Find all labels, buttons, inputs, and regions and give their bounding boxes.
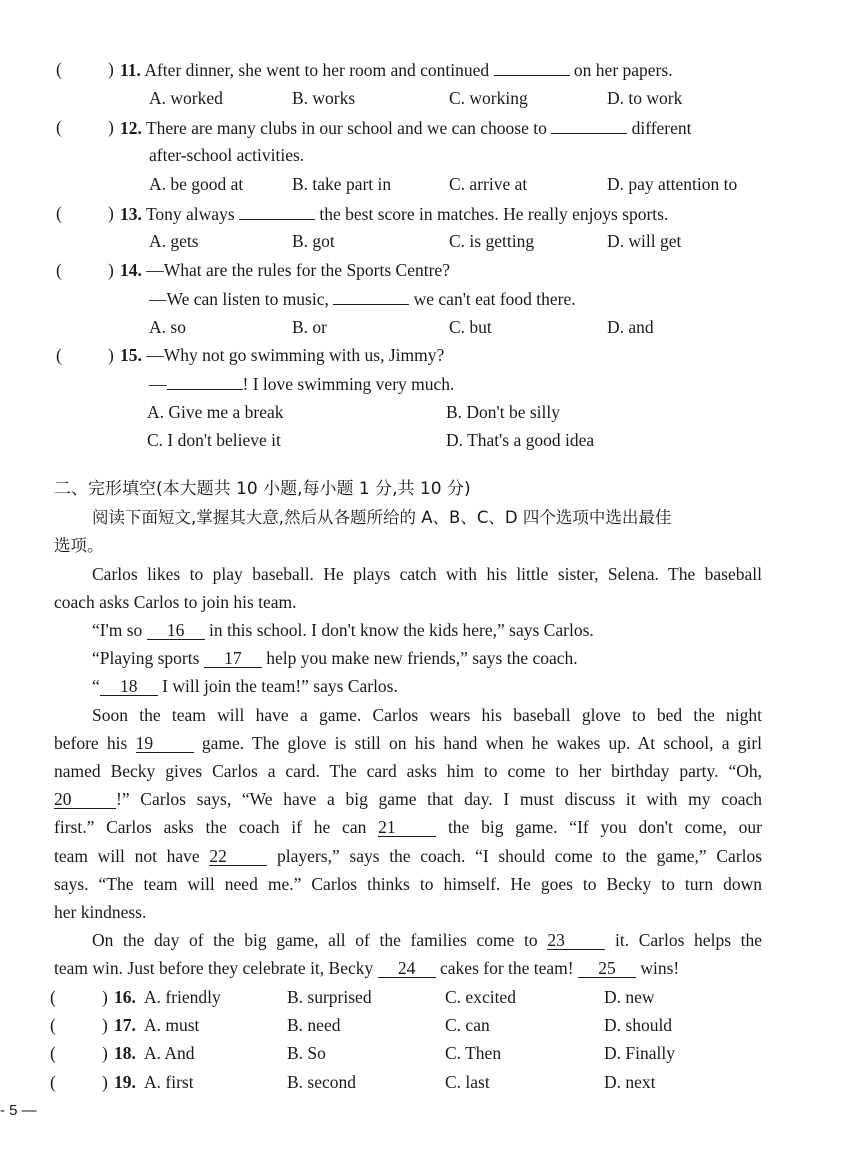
blank-22[interactable]: 22 [209,847,267,866]
q12-blank[interactable] [551,116,627,134]
blank-25[interactable]: 25 [578,959,636,978]
q17-number: 17. [114,1015,136,1035]
passage-p6-line1-b: it. Carlos helps the [614,930,763,950]
q17-answer-paren-close: ) [102,1015,108,1035]
blank-19[interactable]: 19 [136,734,194,753]
q12-option-d[interactable]: D. pay attention to [607,174,738,194]
q11-stem-a: After dinner, she went to her room and continued [144,60,490,80]
q14-option-a[interactable]: A. so [149,317,186,337]
passage-p5-line7: says. “The team will need me.” Carlos thinks to himself. He goes to Becky to turn down [54,874,762,894]
passage-p6-line2-c: wins! [640,958,680,978]
q16-answer-paren-close: ) [102,987,108,1007]
passage-p5-line2-a: before his [54,733,128,753]
passage-p2-a: “I'm so [92,620,143,640]
passage-p5-line6-b: players,” says the coach. “I should come to the game,” Carlos [277,846,763,866]
q12-answer-paren-open: ( [56,117,62,137]
q11-stem-b: on her papers. [573,60,673,80]
q18-option-a[interactable]: A. And [144,1043,195,1063]
passage-p6-line2-a: team win. Just before they celebrate it, Becky [54,958,374,978]
q16-answer-paren-open: ( [50,987,56,1007]
q15-answer-paren-open: ( [56,345,62,365]
q19-option-a[interactable]: A. first [144,1072,194,1092]
blank-21[interactable]: 21 [378,818,436,837]
q12-answer-paren-close: ) [108,117,114,137]
q13-answer-paren-close: ) [108,203,114,223]
q14-number: 14. [120,260,142,280]
q16-number: 16. [114,987,136,1007]
q12-stem-b: different [631,118,692,138]
q16-option-c[interactable]: C. excited [445,987,516,1007]
passage-p5-line4 [54,788,762,810]
blank-24[interactable]: 24 [378,959,436,978]
q12-option-b[interactable]: B. take part in [292,174,392,194]
passage-p5-line6 [54,845,762,867]
q15-stem-a: —Why not go swimming with us, Jimmy? [146,345,445,365]
q12-stem-c: after-school activities. [149,145,305,165]
q18-option-b[interactable]: B. So [287,1043,326,1063]
passage-p6-line1 [92,929,762,951]
q15-blank[interactable] [167,372,243,390]
q19-number: 19. [114,1072,136,1092]
passage-p2 [92,619,594,641]
q11-answer-paren-open: ( [56,59,62,79]
page-number: - 5 — [0,1102,37,1119]
q17-option-c[interactable]: C. can [445,1015,490,1035]
q12-option-c[interactable]: C. arrive at [449,174,528,194]
passage-p5-line1: Soon the team will have a game. Carlos wears his baseball glove to bed the night [92,705,762,725]
q14-option-b[interactable]: B. or [292,317,327,337]
q17-option-d[interactable]: D. should [604,1015,673,1035]
q17-answer-paren-open: ( [50,1015,56,1035]
passage-p6-line1-a: On the day of the big game, all of the families come to [92,930,538,950]
passage-p5-line2 [54,732,762,754]
q18-answer-paren-open: ( [50,1043,56,1063]
q15-option-a[interactable]: A. Give me a break [147,402,284,422]
q19-option-d[interactable]: D. next [604,1072,656,1092]
q15-stem-c: ! I love swimming very much. [242,374,455,394]
passage-p5-line8: her kindness. [54,902,147,922]
q12-stem [120,116,692,139]
q15-option-c[interactable]: C. I don't believe it [147,430,281,450]
q19-option-c[interactable]: C. last [445,1072,490,1092]
q18-number: 18. [114,1043,136,1063]
q11-option-d[interactable]: D. to work [607,88,683,108]
q13-option-c[interactable]: C. is getting [449,231,535,251]
q11-answer-paren-close: ) [108,59,114,79]
passage-p6-line2-b: cakes for the team! [440,958,574,978]
q13-option-d[interactable]: D. will get [607,231,682,251]
passage-p5-line2-b: game. The glove is still on his hand when he wakes up. At school, a girl [201,733,763,753]
q14-option-d[interactable]: D. and [607,317,654,337]
q17-option-a[interactable]: A. must [144,1015,200,1035]
q19-option-b[interactable]: B. second [287,1072,357,1092]
q14-stem-b: —We can listen to music, [149,289,329,309]
section-instructions-line2: 选项。 [54,536,104,555]
q19-answer-paren-close: ) [102,1072,108,1092]
q15-option-d[interactable]: D. That's a good idea [446,430,595,450]
q13-stem [120,202,668,225]
q13-option-a[interactable]: A. gets [149,231,199,251]
passage-p3-b: help you make new friends,” says the coach. [266,648,578,668]
q15-stem [120,344,444,366]
passage-p4-b: I will join the team!” says Carlos. [162,676,398,696]
passage-p5-line4-b: !” Carlos says, “We have a big game that day. I must discuss it with my coach [116,789,762,809]
q11-option-a[interactable]: A. worked [149,88,223,108]
q14-option-c[interactable]: C. but [449,317,492,337]
q14-stem [120,259,450,281]
q18-answer-paren-close: ) [102,1043,108,1063]
passage-p6-line2 [54,957,679,979]
q12-option-a[interactable]: A. be good at [149,174,244,194]
passage-p5-line5-a: first.” Carlos asks the coach if he can [54,817,367,837]
passage-p3-a: “Playing sports [92,648,200,668]
q17-option-b[interactable]: B. need [287,1015,341,1035]
blank-23[interactable]: 23 [547,931,605,950]
passage-p3 [92,647,578,669]
q11-number: 11. [120,60,141,80]
passage-p4-a: “ [92,676,100,696]
q13-stem-a: Tony always [145,204,235,224]
q13-option-b[interactable]: B. got [292,231,335,251]
q16-option-a[interactable]: A. friendly [144,987,221,1007]
q16-option-d[interactable]: D. new [604,987,655,1007]
q13-stem-b: the best score in matches. He really enjoys sports. [319,204,669,224]
q15-number: 15. [120,345,142,365]
q11-stem [120,58,673,81]
q15-stem-b: — [149,374,167,394]
passage-p1-line1: Carlos likes to play baseball. He plays catch with his little sister, Selena. The baseball [92,564,762,584]
q15-answer-paren-close: ) [108,345,114,365]
blank-16[interactable]: 16 [147,621,205,640]
passage-p5-line6-a: team will not have [54,846,200,866]
section-title: 二、完形填空(本大题共 10 小题,每小题 1 分,共 10 分) [54,479,471,499]
q11-option-b[interactable]: B. works [292,88,356,108]
q18-option-d[interactable]: D. Finally [604,1043,675,1063]
blank-18[interactable]: 18 [100,677,158,696]
q11-blank[interactable] [494,58,570,76]
passage-p5-line5-b: the big game. “If you don't come, our [447,817,762,837]
q14-blank[interactable] [333,287,409,305]
q14-response [149,287,576,310]
q14-stem-a: —What are the rules for the Sports Centre? [146,260,450,280]
q14-answer-paren-open: ( [56,260,62,280]
passage-p5-line3: named Becky gives Carlos a card. The card asks him to come to her birthday party. “Oh, [54,761,762,781]
q19-answer-paren-open: ( [50,1072,56,1092]
q12-stem-a: There are many clubs in our school and we can choose to [145,118,547,138]
blank-17[interactable]: 17 [204,649,262,668]
q13-answer-paren-open: ( [56,203,62,223]
passage-p5-line5 [54,816,762,838]
blank-20[interactable]: 20 [54,790,116,809]
q14-stem-c: we can't eat food there. [413,289,576,309]
q11-option-c[interactable]: C. working [449,88,528,108]
passage-p1-line2: coach asks Carlos to join his team. [54,592,297,612]
passage-p4 [92,675,398,697]
q12-number: 12. [120,118,142,138]
q15-response [149,372,454,395]
section-instructions-line1: 阅读下面短文,掌握其大意,然后从各题所给的 A、B、C、D 四个选项中选出最佳 [92,508,672,527]
q13-number: 13. [120,204,142,224]
q14-answer-paren-close: ) [108,260,114,280]
q16-option-b[interactable]: B. surprised [287,987,372,1007]
q13-blank[interactable] [239,202,315,220]
q18-option-c[interactable]: C. Then [445,1043,502,1063]
q15-option-b[interactable]: B. Don't be silly [446,402,560,422]
passage-p2-b: in this school. I don't know the kids here,” says Carlos. [209,620,594,640]
